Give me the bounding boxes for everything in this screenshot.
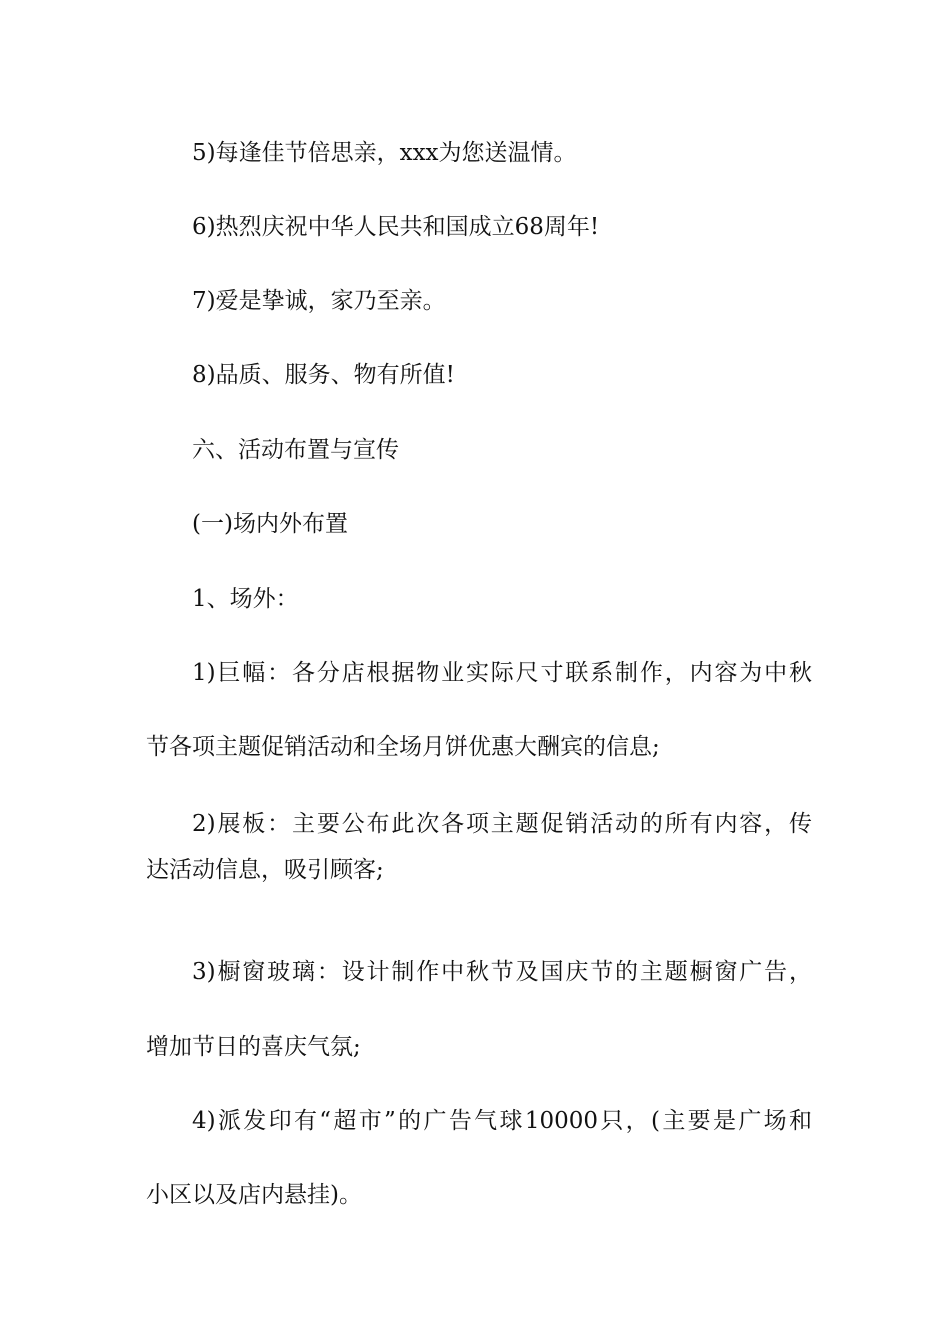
- slogan-5: 5)每逢佳节倍思亲，xxx为您送温情。: [192, 140, 577, 166]
- paragraph-window-line-1: 3)橱窗玻璃：设计制作中秋节及国庆节的主题橱窗广告，: [192, 959, 812, 985]
- section-heading: 六、活动布置与宣传: [192, 437, 399, 463]
- paragraph-display-board-line-1: 2)展板：主要公布此次各项主题促销活动的所有内容，传: [192, 811, 812, 837]
- paragraph-display-board-line-2: 达活动信息，吸引顾客;: [146, 857, 384, 883]
- slogan-7: 7)爱是挚诚，家乃至亲。: [192, 288, 446, 314]
- slogan-8: 8)品质、服务、物有所值!: [192, 362, 455, 388]
- subsection-heading: (一)场内外布置: [192, 511, 348, 537]
- paragraph-window-line-2: 增加节日的喜庆气氛;: [146, 1034, 361, 1060]
- paragraph-banner-line-1: 1)巨幅：各分店根据物业实际尺寸联系制作，内容为中秋: [192, 660, 812, 686]
- slogan-6: 6)热烈庆祝中华人民共和国成立68周年!: [192, 214, 600, 240]
- paragraph-banner-line-2: 节各项主题促销活动和全场月饼优惠大酬宾的信息;: [146, 734, 660, 760]
- item-heading-outdoor: 1、场外：: [192, 586, 299, 612]
- paragraph-balloons-line-2: 小区以及店内悬挂)。: [146, 1182, 362, 1208]
- paragraph-balloons-line-1: 4)派发印有“超市”的广告气球10000只，(主要是广场和: [192, 1108, 812, 1134]
